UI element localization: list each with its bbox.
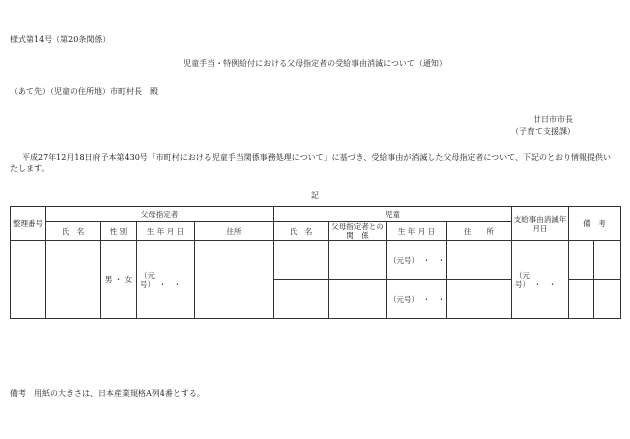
cell-parent-sex[interactable]: 男 ・ 女 [101,241,137,319]
cell-parent-birth[interactable]: （元号） ・ ・ [137,241,195,319]
cell-remarks-a[interactable] [569,241,594,280]
subheader-parent-name: 氏 名 [46,222,101,241]
table-row [11,241,621,280]
subheader-parent-birth: 生 年 月 日 [137,222,195,241]
cell-remarks-a[interactable] [569,280,594,319]
subheader-parent-address: 住所 [195,222,274,241]
subheader-child-address: 住 所 [447,222,512,241]
subheader-child-name: 氏 名 [274,222,329,241]
cell-parent-name[interactable] [46,241,101,319]
cell-remarks-b[interactable] [594,241,621,280]
addressee: （あて先）（児童の住所地）市町村長 殿 [10,87,158,96]
cell-child-relation[interactable] [329,280,387,319]
cell-child-address[interactable] [447,241,512,280]
notification-table [10,206,621,319]
sender-city: 廿日市市長 [533,115,573,124]
cell-child-name[interactable] [274,280,329,319]
subheader-child-birth: 生 年 月 日 [387,222,447,241]
header-child-group: 児童 [274,207,512,222]
table-header-row [11,207,621,222]
header-number: 整理番号 [11,207,46,241]
footnote: 備考 用紙の大きさは、日本産業規格A列4番とする。 [10,389,205,398]
cell-child-name[interactable] [274,241,329,280]
cell-number[interactable] [11,241,46,319]
cell-remarks-b[interactable] [594,280,621,319]
ki-label: 記 [311,191,319,200]
subheader-parent-sex: 性 別 [101,222,137,241]
cell-child-address[interactable] [447,280,512,319]
cell-child-birth[interactable]: （元号） ・ ・ [387,241,447,280]
document-title: 児童手当・特例給付における父母指定者の受給事由消滅について（通知） [183,59,447,68]
header-remarks: 備 考 [569,207,621,241]
cell-child-birth[interactable]: （元号） ・ ・ [387,280,447,319]
cell-child-relation[interactable] [329,241,387,280]
subheader-child-relation: 父母指定者との関 係 [329,222,387,241]
form-number: 様式第14号（第20条関係） [10,35,111,44]
header-reason-date: 支給事由消滅年月日 [512,207,569,241]
cell-parent-address[interactable] [195,241,274,319]
cell-reason-date[interactable]: （元号） ・ ・ [512,241,569,319]
header-parent-group: 父母指定者 [46,207,274,222]
sender-department: （子育て支援課） [511,127,575,136]
body-text: 平成27年12月18日府子本第430号「市町村における児童手当関係事務処理について」に基づき、受給事由が消滅した父母指定者について、下記のとおり情報提供いたします。 [10,153,612,173]
